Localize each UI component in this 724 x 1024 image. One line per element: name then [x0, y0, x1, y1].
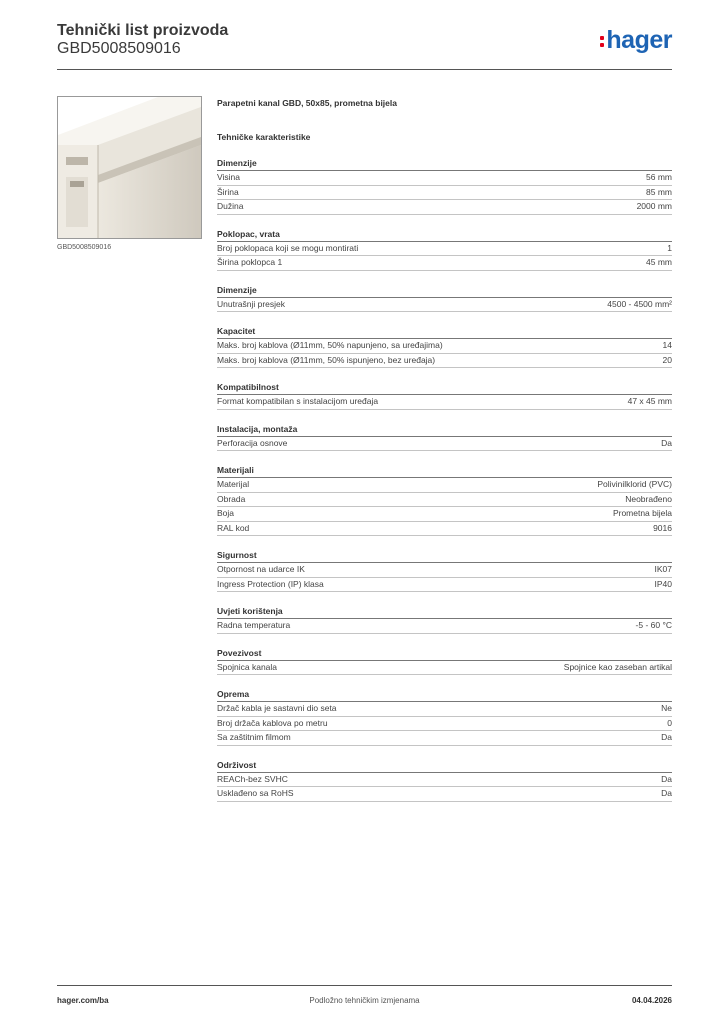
spec-row: [217, 578, 672, 593]
spec-label: Visina: [217, 172, 240, 182]
spec-section: [217, 548, 672, 592]
spec-row: [217, 717, 672, 732]
spec-value: 20: [662, 354, 672, 365]
logo-dots-icon: [600, 33, 605, 50]
spec-value: Spojnice kao zaseban artikal: [563, 661, 672, 672]
spec-label: Broj poklopaca koji se mogu montirati: [217, 242, 359, 253]
spec-section: [217, 422, 672, 452]
spec-label: RAL kod: [217, 522, 250, 533]
spec-label: Broj držača kablova po metru: [217, 717, 328, 728]
spec-value: 1: [667, 242, 672, 253]
spec-row: [217, 507, 672, 522]
spec-row: [217, 186, 672, 201]
spec-row: [217, 563, 672, 578]
section-title: Instalacija, montaža: [217, 422, 672, 437]
footer-divider: [57, 985, 672, 986]
image-caption: GBD5008509016: [57, 244, 112, 251]
spec-label: Materijal: [217, 479, 250, 489]
spec-label: Sa zaštitnim filmom: [217, 732, 291, 742]
page-header: [57, 22, 672, 62]
spec-label: REACh-bez SVHC: [217, 773, 288, 784]
spec-label: Širina: [217, 186, 239, 197]
header-divider: [57, 69, 672, 70]
cable-trunking-illustration: [58, 97, 201, 238]
spec-label: Unutrašnji presjek: [217, 298, 286, 309]
spec-label: Format kompatibilan s instalacijom uređaja: [217, 396, 379, 406]
spec-section: [217, 283, 672, 313]
spec-value: 9016: [653, 522, 672, 533]
spec-label: Spojnica kanala: [217, 661, 278, 672]
section-title: Održivost: [217, 758, 672, 773]
spec-label: Perforacija osnove: [217, 437, 288, 448]
spec-section: [217, 604, 672, 634]
section-title: Poklopac, vrata: [217, 227, 672, 242]
document-code: GBD5008509016: [57, 40, 181, 57]
spec-content: [217, 96, 672, 802]
spec-subtitle: Tehničke karakteristike: [217, 132, 311, 142]
section-title: Kapacitet: [217, 324, 672, 339]
spec-sections: [217, 156, 672, 802]
spec-section: [217, 646, 672, 676]
spec-value: 2000 mm: [636, 201, 672, 211]
spec-row: [217, 493, 672, 508]
spec-value: 14: [662, 340, 672, 350]
spec-label: Otpornost na udarce IK: [217, 564, 305, 574]
spec-label: Ingress Protection (IP) klasa: [217, 578, 324, 589]
spec-value: -5 - 60 °C: [635, 620, 672, 630]
spec-value: IP40: [654, 578, 672, 589]
spec-value: Prometna bijela: [612, 508, 672, 518]
spec-row: [217, 522, 672, 537]
footer-date: 04.04.2026: [631, 996, 672, 1005]
section-title: Povezivost: [217, 646, 672, 661]
spec-section: [217, 324, 672, 368]
spec-value: 56 mm: [646, 172, 672, 182]
section-title: Oprema: [217, 687, 672, 702]
spec-row: [217, 339, 672, 354]
spec-row: [217, 702, 672, 717]
spec-label: Dužina: [217, 201, 244, 211]
spec-row: [217, 731, 672, 746]
spec-value: 0: [667, 717, 672, 728]
spec-section: [217, 156, 672, 215]
document-title: Tehnički list proizvoda: [57, 22, 229, 39]
spec-label: Držač kabla je sastavni dio seta: [217, 703, 337, 713]
section-title: Uvjeti korištenja: [217, 604, 672, 619]
spec-label: Usklađeno sa RoHS: [217, 788, 294, 798]
spec-value: Da: [661, 788, 672, 798]
product-image: [57, 96, 202, 239]
section-title: Dimenzije: [217, 156, 672, 171]
spec-label: Boja: [217, 508, 235, 518]
spec-section: [217, 380, 672, 410]
spec-value: Neobrađeno: [625, 493, 672, 504]
spec-label: Maks. broj kablova (Ø11mm, 50% napunjeno, sa uređajima): [217, 340, 443, 350]
spec-value: 47 x 45 mm: [627, 396, 672, 406]
spec-section: [217, 758, 672, 802]
spec-row: [217, 619, 672, 634]
spec-label: Širina poklopca 1: [217, 257, 283, 267]
section-title: Sigurnost: [217, 548, 672, 563]
spec-row: [217, 242, 672, 257]
spec-row: [217, 437, 672, 452]
spec-value: IK07: [654, 564, 672, 574]
spec-row: [217, 395, 672, 410]
spec-label: Obrada: [217, 493, 246, 504]
spec-value: Da: [661, 732, 672, 742]
product-name: Parapetni kanal GBD, 50x85, prometna bijela: [217, 98, 397, 108]
section-title: Materijali: [217, 463, 672, 478]
spec-value: 85 mm: [646, 186, 672, 197]
section-title: Dimenzije: [217, 283, 672, 298]
footer-note: Podložno tehničkim izmjenama: [309, 996, 420, 1005]
spec-value: Da: [661, 437, 672, 448]
hager-logo: hager: [600, 26, 672, 54]
section-title: Kompatibilnost: [217, 380, 672, 395]
spec-row: [217, 200, 672, 215]
spec-row: [217, 478, 672, 493]
spec-row: [217, 298, 672, 313]
spec-row: [217, 773, 672, 788]
spec-value: 4500 - 4500 mm²: [607, 298, 672, 309]
spec-label: Maks. broj kablova (Ø11mm, 50% ispunjeno, bez uređaja): [217, 354, 436, 365]
footer-website[interactable]: hager.com/ba: [57, 996, 109, 1005]
spec-section: [217, 687, 672, 746]
spec-label: Radna temperatura: [217, 620, 291, 630]
spec-section: [217, 227, 672, 271]
spec-row: [217, 354, 672, 369]
spec-value: Polivinilklorid (PVC): [597, 479, 672, 489]
spec-row: [217, 256, 672, 271]
spec-row: [217, 787, 672, 802]
spec-row: [217, 661, 672, 676]
spec-value: 45 mm: [646, 257, 672, 267]
spec-section: [217, 463, 672, 536]
spec-value: Da: [661, 773, 672, 784]
spec-value: Ne: [661, 703, 672, 713]
spec-row: [217, 171, 672, 186]
